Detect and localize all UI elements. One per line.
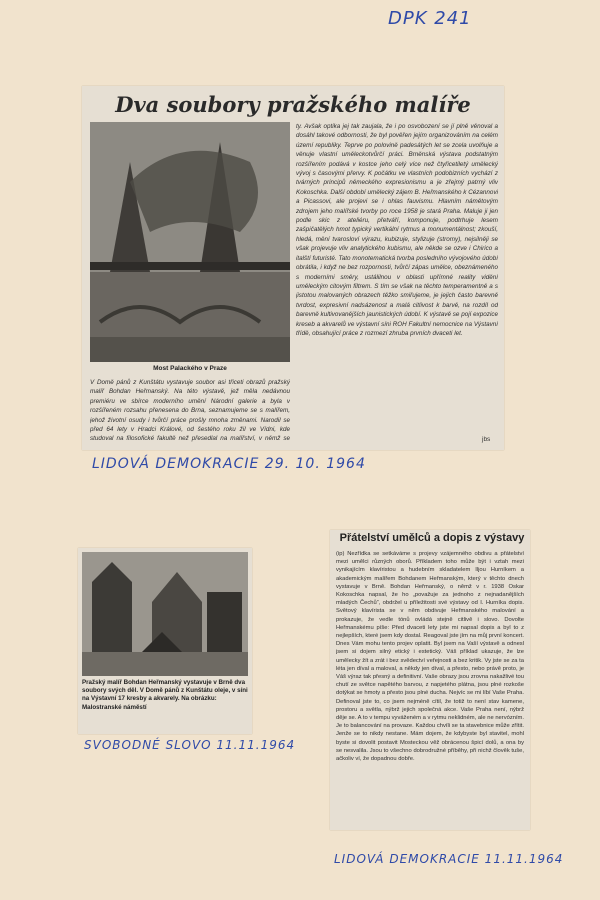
article-1-signature: jbs	[482, 436, 491, 443]
photo-caption-1: Most Palackého v Praze	[153, 365, 227, 372]
bridge-illustration	[90, 122, 290, 362]
article-1-column-right: ty. Avšak optika jej tak zaujala, že i po osvobození se jí plně věnoval a dosáhl takové odbornosti, že byl pověřen jejím organizováním na celém území republiky. Teprve po polovině padesátých let se zcela uvolňuje a věnuje vlastní uměleckotvůrčí práci. Brněnská výstava podstatným rozšířením podává v kostce jeho celý více než čtyřicetiletý umělecký vývoj s časovými přervy. K počátku ve vlastních podobizních vychází z tvárných principů německého expresionismu a je zřejmý patrný vliv Kokoschka. Další období umělecký zájem B. Heřmanského k Cézannovi a Picassovi, ale projevi se i ohlas fauvismu. Hlavním námětovým zdrojem jeho malířské tvorby po roce 1958 je stará Praha. Maluje ji jen podle skic z ateliéru, přetváří, komponuje, podtrhuje lesem zašpičatělých hmot typický vertikální rytmus a monumentálnost; zkouší, hledá, mění tvarosloví výrazu, kubizuje, stylizuje (stromy), nejsilněji se však projevuje vliv analytického kubismu, ale někde se ozve i Chirico a italští futuristé. Tato monotematická tvorba posledního vývojového údobí obrátila, i když ne bez rozpornosti, tvůrčí zápas umělce, obeznámeného s moderními směry, ustálilnou v oblasti upřímné reality vidění uměleckým citovým filtrem. S tím se však na těchto temperamentně a s jistotou malovaných obrazech těžko smiřujeme, je jejich často barevně tvrdost, expresivní nadsázenost a malá citlivost k barvě, na rozdíl od barevně kultivovanějších jaunistických údobí. K výstavě se pojí expozice kreseb a akvarelů ve výstavní síni ROH Fakultní nemocnice na Výstavní třídě, obsahující práce z rozmezí zhruba prvních dvaceti let.	[296, 123, 498, 337]
source-note-1: LIDOVÁ DEMOKRACIE 29. 10. 1964	[92, 456, 366, 472]
photo-palacky-bridge	[90, 122, 290, 362]
article-3-body: (ip) Nezřídka se setkáváme s projevy vzájemného obdivu a přátelství mezi umělci různých oborů. Příkladem toho může být i vztah mezi vynikajícím klavíristou a hudebním skladatelem Iljou Hurníkem a akademickým malířem Bohdanem Heřmanským, který v těchto dnech vystavuje v Brně. Bohdan Heřmanský, o němž v r. 1938 Oskar Kokoschka napsal, že ho „považuje za jednoho z nejnadanějších mladých Čechů“, obdržel u příležitosti své výstavy od I. Hurníka dopis. Světový klavírista se v něm obdivuje Heřmanského malování a prokazuje, že vedle tónů ovládá stejně citlivě i slovo. Dovolte Heřmanskému píše: Před dvaceti lety jste mi napsal dopis a byl to z nejlepších, které jsem kdy dostal. Reagoval jste jím na můj první koncert. Dnes Vám mohu tento projev oplatit. Byl jsem na Vaší výstavě a odnesl jsem si dojem silný etický i estetický. Váš příklad ukazuje, že lze umělecky žít a zrát i bez svědectví veřejnosti a bez kritik. Vy jste se za ta léta jen díval a maloval, a někdy jen díval, a přesto, nebo právě proto, je Váš výraz tak přesný a definitivní. Vaše obrazy jsou zrovna nakažlivé tou chutí ze světce napětého barvou, z napjetého plátna, jsou plné rozkoše dotýkat se hmoty a přesto jsou plné ducha. Nejvíc se mi líbí Vaše Praha. Definoval jste to, co jsem nejméně cítil, že totiž to není stav kamene, prostoru a světla, nýbrž jejich společná akce. Vaše Praha není, nýbrž děje se. A to v tempu vyváženém a v rytmu neklidném, ale ne nervózním. Je to balancování na provaze. Každou chvíli se ta stavebnice může zřítit. Jenže se to nikdy nestane. Mám dojem, že kdybyste byl stavitel, mohl byste si dovolit postavit Mosteckou věž obrácenou špicí dolů, a ona by se nesvalila. Jsou to všechno dobrodružné příběhy, při nichž člověk tuše, ačkoliv ví, že dopadnou dobře.	[336, 551, 524, 763]
square-illustration	[82, 552, 248, 676]
archive-mark: DPK 241	[388, 8, 472, 29]
source-note-2: SVOBODNÉ SLOVO 11.11.1964	[84, 738, 296, 752]
article-3-title: Přátelství umělců a dopis z výstavy	[339, 532, 525, 544]
clipping-2	[78, 548, 252, 734]
article-1-column-left: V Domě pánů z Kunštátu vystavuje soubor asi třiceti obrazů pražský malíř Bohdan Heřmanský. Na této výstavě, jež měla nedávnou premiéru ve sbírce moderního umění Národní galerie a byla v rozšířeném rozsahu přenesena do Brna, seznamujeme se s malířem, jehož životní osudy i tvůrčí práce prošly mnoha změnami. Narodil se před 64 lety v Hradci Králové, od šestého roku žil ve Vídni, kde studoval na filosofické fakultě než přesedlal na malířství, v němž se	[90, 379, 290, 443]
clipping-1	[82, 86, 504, 450]
photo-malostranske-namesti	[82, 552, 248, 676]
photo-caption-2: Pražský malíř Bohdan Heřmanský vystavuje v Brně dva soubory svých děl. V Domě pánů z Kunštátu oleje, v síni na Výstavní 17 kresby a akvarely. Na obrázku: Malostranské náměstí	[82, 679, 248, 711]
article-1-headline: Dva soubory pražského malíře	[115, 92, 471, 117]
clipping-3	[330, 530, 530, 830]
source-note-3: LIDOVÁ DEMOKRACIE 11.11.1964	[334, 852, 564, 866]
